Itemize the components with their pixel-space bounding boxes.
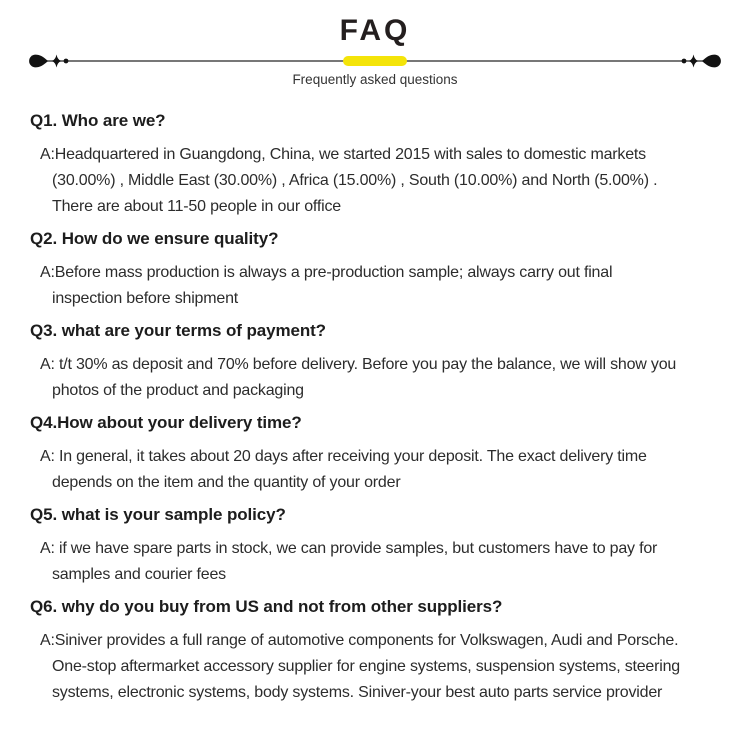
faq-answer-line: inspection before shipment (52, 290, 239, 307)
faq-question: Q1. Who are we? (30, 111, 166, 130)
faq-item (30, 320, 732, 404)
faq-answer-line: (30.00%) , Middle East (30.00%) , Africa (15.00%) , South (10.00%) and North (5.00%) . (52, 172, 658, 189)
faq-answer-line: A:Before mass production is always a pre-production sample; always carry out final (40, 264, 613, 281)
faq-header (0, 0, 750, 88)
faq-answer (30, 352, 732, 404)
page-subtitle: Frequently asked questions (292, 72, 458, 87)
faq-answer (30, 444, 732, 496)
faq-answer-line: A: In general, it takes about 20 days after receiving your deposit. The exact delivery time (40, 448, 647, 465)
faq-answer-line: A:Headquartered in Guangdong, China, we started 2015 with sales to domestic markets (40, 146, 646, 163)
faq-answer-line: One-stop aftermarket accessory supplier for engine systems, suspension systems, steering (52, 658, 681, 675)
faq-item (30, 228, 732, 312)
faq-question: Q5. what is your sample policy? (30, 505, 286, 524)
faq-answer (30, 142, 732, 220)
faq-question: Q4.How about your delivery time? (30, 413, 302, 432)
page-title: FAQ (339, 14, 411, 47)
faq-answer-line: A: t/t 30% as deposit and 70% before delivery. Before you pay the balance, we will show you (40, 356, 677, 373)
faq-item (30, 110, 732, 220)
yellow-accent-bar (343, 56, 407, 66)
faq-answer-line: photos of the product and packaging (52, 382, 304, 399)
faq-answer-line: systems, electronic systems, body systems. Siniver-your best auto parts service provider (52, 684, 663, 701)
faq-item (30, 596, 732, 706)
faq-answer (30, 536, 732, 588)
faq-list (0, 110, 750, 706)
faq-answer-line: There are about 11-50 people in our office (52, 198, 341, 215)
faq-question: Q6. why do you buy from US and not from other suppliers? (30, 597, 503, 616)
faq-answer (30, 260, 732, 312)
faq-answer-line: A:Siniver provides a full range of automotive components for Volkswagen, Audi and Porsche. (40, 632, 679, 649)
faq-answer-line: A: if we have spare parts in stock, we can provide samples, but customers have to pay for (40, 540, 658, 557)
faq-answer (30, 628, 732, 706)
faq-answer-line: samples and courier fees (52, 566, 226, 583)
faq-question: Q3. what are your terms of payment? (30, 321, 326, 340)
faq-question: Q2. How do we ensure quality? (30, 229, 279, 248)
faq-item (30, 412, 732, 496)
header-divider (0, 50, 750, 72)
faq-item (30, 504, 732, 588)
faq-answer-line: depends on the item and the quantity of your order (52, 474, 401, 491)
